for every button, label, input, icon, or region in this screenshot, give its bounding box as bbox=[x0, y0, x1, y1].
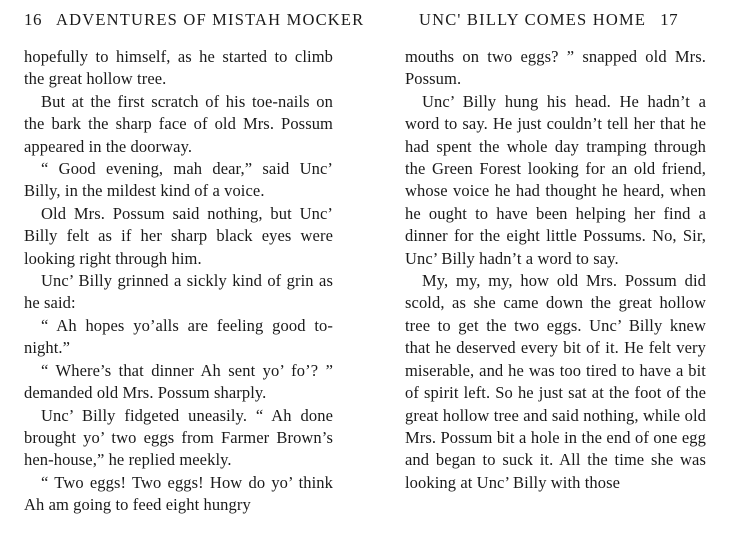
paragraph: My, my, my, how old Mrs. Possum did scold, as she came down the great hollow tree to get the two eggs. Unc’ Billy knew that he deserved every bit of it. He felt very miserable, and he was too tired to have a bit of spirit left. So he just sat at the foot of the great hollow tree and said nothing, while old Mrs. Possum bit a hole in the end of one egg and began to suck it. All the time she was looking at Unc’ Billy with those bbox=[405, 271, 706, 492]
text-columns bbox=[16, 46, 718, 517]
folio-right: 17 bbox=[660, 10, 679, 29]
header-left bbox=[16, 10, 367, 30]
paragraph: Unc’ Billy fidgeted uneasily. “ Ah done brought yo’ two eggs from Farmer Brown’s hen-house,” he replied meekly. bbox=[24, 405, 333, 470]
column-right bbox=[367, 46, 718, 517]
paragraph: Unc’ Billy grinned a sickly kind of grin as he said: bbox=[24, 271, 333, 313]
header-right bbox=[367, 10, 718, 30]
folio-left: 16 bbox=[24, 10, 42, 29]
paragraph: hopefully to himself, as he started to climb the great hollow tree. bbox=[24, 47, 333, 89]
paragraph: mouths on two eggs? ” snapped old Mrs. Possum. bbox=[405, 47, 706, 89]
paragraph: But at the first scratch of his toe-nails on the bark the sharp face of old Mrs. Possum appeared in the doorway. bbox=[24, 91, 333, 156]
running-title-left: ADVENTURES OF MISTAH MOCKER bbox=[56, 10, 365, 29]
paragraph: “ Two eggs! Two eggs! How do yo’ think Ah am going to feed eight hungry bbox=[24, 472, 333, 515]
paragraph: “ Where’s that dinner Ah sent yo’ fo’? ” demanded old Mrs. Possum sharply. bbox=[24, 360, 333, 403]
column-left bbox=[16, 46, 367, 517]
running-title-right: UNC' BILLY COMES HOME bbox=[419, 10, 647, 29]
paragraph: Unc’ Billy hung his head. He hadn’t a word to say. He just couldn’t tell her that he had spent the whole day tramping through the Green Forest looking for an old friend, whose voice he had thought he heard, when he ought to have been helping her find a dinner for the eight little Possums. No, Sir, Unc’ Billy hadn’t a word to say. bbox=[405, 91, 706, 268]
paragraph: “ Ah hopes yo’alls are feeling good to-night.” bbox=[24, 315, 333, 358]
paragraph: Old Mrs. Possum said nothing, but Unc’ Billy felt as if her sharp black eyes were looking right through him. bbox=[24, 203, 333, 268]
page-headers bbox=[16, 10, 718, 30]
paragraph: “ Good evening, mah dear,” said Unc’ Billy, in the mildest kind of a voice. bbox=[24, 159, 333, 201]
